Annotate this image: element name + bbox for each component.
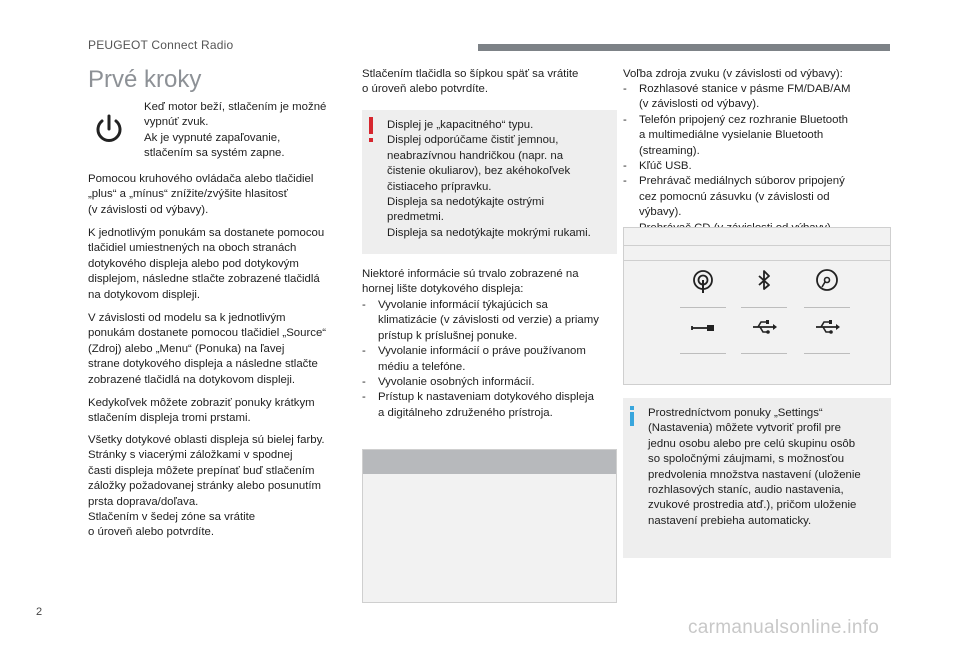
text-line: čistenie okuliarov), bez akéhokoľvek [387, 165, 571, 178]
text-line: na dotykovom displeji. [88, 288, 201, 301]
text-line: (Nastavenia) môžete vytvoriť profil pre [648, 422, 841, 435]
text-line: jednu osobu alebo pre celú skupinu osôb [648, 437, 856, 450]
text-line: zobrazené tlačidlá na dotykovom displeji. [88, 373, 296, 386]
text-line: Stlačením v šedej zóne sa vrátite [88, 511, 256, 524]
text-line: Kľúč USB. [639, 160, 692, 173]
text-line: Všetky dotykové oblasti displeja sú bielej farby. [88, 434, 325, 446]
text-line: Prístup k nastaveniam dotykového displeja [378, 391, 594, 404]
list-item [623, 159, 891, 174]
text-line: Stránky s viacerými záložkami v spodnej [88, 449, 293, 462]
text-line: Telefón pripojený cez rozhranie Bluetooth [639, 113, 848, 126]
display-top-bar [363, 450, 616, 474]
watermark: carmanualsonline.info [688, 617, 880, 638]
text-line: Prostredníctvom ponuky „Settings“ [648, 407, 823, 419]
bluetooth-icon[interactable] [741, 268, 787, 308]
text-line: hornej lište dotykového displeja: [362, 283, 524, 296]
text-line: médiu a telefóne. [378, 360, 466, 373]
text-line: „plus“ a „mínus“ znížite/zvýšite hlasitosť [88, 188, 288, 201]
text-line: Displej je „kapacitného“ typu. [387, 119, 534, 131]
text-line: a multimediálne vysielanie Bluetooth [639, 129, 824, 142]
text-line: (Zdroj) alebo „Menu“ (Ponuka) na ľavej [88, 342, 285, 355]
paragraph-volume [88, 172, 350, 218]
warning-note [362, 110, 617, 254]
text-line: Keď motor beží, stlačením je možné [144, 101, 327, 113]
text-line: Displeja sa nedotýkajte ostrými [387, 196, 545, 209]
text-line: Vyvolanie informácií týkajúcich sa [378, 299, 548, 311]
paragraph-top-bar [362, 267, 618, 298]
text-line: (v závislosti od výbavy). [88, 203, 209, 216]
text-line: V závislosti od modelu sa k jednotlivým [88, 312, 286, 324]
text-line: neabrazívnou handričkou (napr. na [387, 149, 564, 162]
text-line: tlačidiel umiestnených na oboch stranách [88, 242, 297, 255]
paragraph-source-select [623, 67, 891, 82]
text-line: (streaming). [639, 144, 700, 157]
text-line: výbavy). [639, 206, 682, 219]
display-illustration [362, 449, 617, 603]
text-line: Vyvolanie osobných informácií. [378, 376, 535, 389]
text-line: Displej odporúčame čistiť jemnou, [387, 134, 559, 147]
list-item [362, 390, 618, 421]
list-item [362, 375, 618, 390]
paragraph-source-menu [88, 311, 350, 388]
text-line: Displeja sa nedotýkajte mokrými rukami. [387, 226, 591, 239]
text-line: Stlačením tlačidla so šípkou späť sa vrátite [362, 68, 579, 80]
text-line: so spoločnými záujmami, s možnosťou [648, 453, 845, 466]
text-line: Prehrávač mediálnych súborov pripojený [639, 175, 845, 188]
page-number: 2 [36, 606, 43, 618]
text-line: dotykového displeja alebo pod dotykovým [88, 257, 299, 270]
text-line: cez pomocnú zásuvku (v závislosti od [639, 190, 830, 203]
warning-icon [369, 117, 373, 134]
header-brand: PEUGEOT Connect Radio [88, 38, 234, 52]
text-line: predmetmi. [387, 211, 444, 224]
divider [624, 245, 890, 246]
text-line: nastavení prebieha automaticky. [648, 514, 812, 527]
text-line: klimatizácie (v závislosti od verzie) a priamy [378, 314, 599, 327]
info-icon [630, 412, 634, 426]
paragraph-back-arrow [362, 67, 618, 98]
text-line: časti displeja môžete prepínať buď stlačením [88, 464, 315, 477]
text-line: Voľba zdroja zvuku (v závislosti od výbavy): [623, 68, 843, 80]
cd-icon[interactable] [804, 268, 850, 308]
aux-jack-icon[interactable] [680, 314, 726, 354]
text-line: predvolenia množstva nastavení (uloženie [648, 468, 861, 481]
text-line: stlačením displeja tromi prstami. [88, 412, 251, 425]
text-line: Pomocou kruhového ovládača alebo tlačidiel [88, 173, 314, 185]
list-item [362, 344, 618, 375]
text-line: Rozhlasové stanice v pásme FM/DAB/AM [639, 83, 851, 95]
list-item [623, 174, 891, 220]
text-line: čistiaceho prípravku. [387, 180, 492, 193]
text-line: a digitálneho združeného prístroja. [378, 406, 553, 419]
header-bar [478, 44, 890, 51]
source-list [623, 82, 891, 236]
text-line: o úroveň alebo potvrdíte. [362, 83, 489, 96]
text-line: Kedykoľvek môžete zobraziť ponuky krátkym [88, 397, 315, 409]
text-line: Ak je vypnuté zapaľovanie, [144, 131, 281, 144]
text-line: strane dotykového displeja a následne stlačte [88, 358, 318, 371]
top-bar-list [362, 298, 618, 421]
list-item [623, 113, 891, 159]
source-selection-illustration [623, 227, 891, 385]
list-item [362, 298, 618, 344]
info-note [623, 398, 891, 558]
page-title: Prvé kroky [88, 66, 202, 93]
text-line: prsta doprava/doľava. [88, 495, 199, 508]
paragraph-menus [88, 226, 350, 303]
radio-icon[interactable] [680, 268, 726, 308]
text-line: ponukám dostanete pomocou tlačidiel „Source“ [88, 327, 327, 340]
text-line: (v závislosti od výbavy). [639, 98, 760, 111]
power-icon [92, 112, 126, 146]
text-line: Vyvolanie informácií o práve používanom [378, 345, 586, 358]
text-line: záložky požadovanej stránky alebo posunutím [88, 480, 322, 493]
text-line: rozhlasových staníc, audio nastavenia, [648, 484, 844, 497]
list-item [623, 82, 891, 113]
text-line: prístup k príslušnej ponuke. [378, 329, 518, 342]
text-line: K jednotlivým ponukám sa dostanete pomocou [88, 227, 325, 239]
power-description [144, 100, 344, 162]
divider [624, 260, 890, 261]
paragraph-three-fingers [88, 396, 350, 427]
text-line: Niektoré informácie sú trvalo zobrazené na [362, 268, 579, 280]
usb-icon[interactable] [741, 314, 787, 354]
text-line: zvukové prostredia atď.), pričom uloženie [648, 499, 857, 512]
text-line: displejom, následne stlačte zobrazené tlačidlá [88, 273, 320, 286]
usb-icon[interactable] [804, 314, 850, 354]
paragraph-touch-zones [88, 433, 350, 541]
text-line: o úroveň alebo potvrdíte. [88, 526, 215, 539]
text-line: stlačením sa systém zapne. [144, 147, 285, 160]
text-line: vypnúť zvuk. [144, 116, 209, 129]
